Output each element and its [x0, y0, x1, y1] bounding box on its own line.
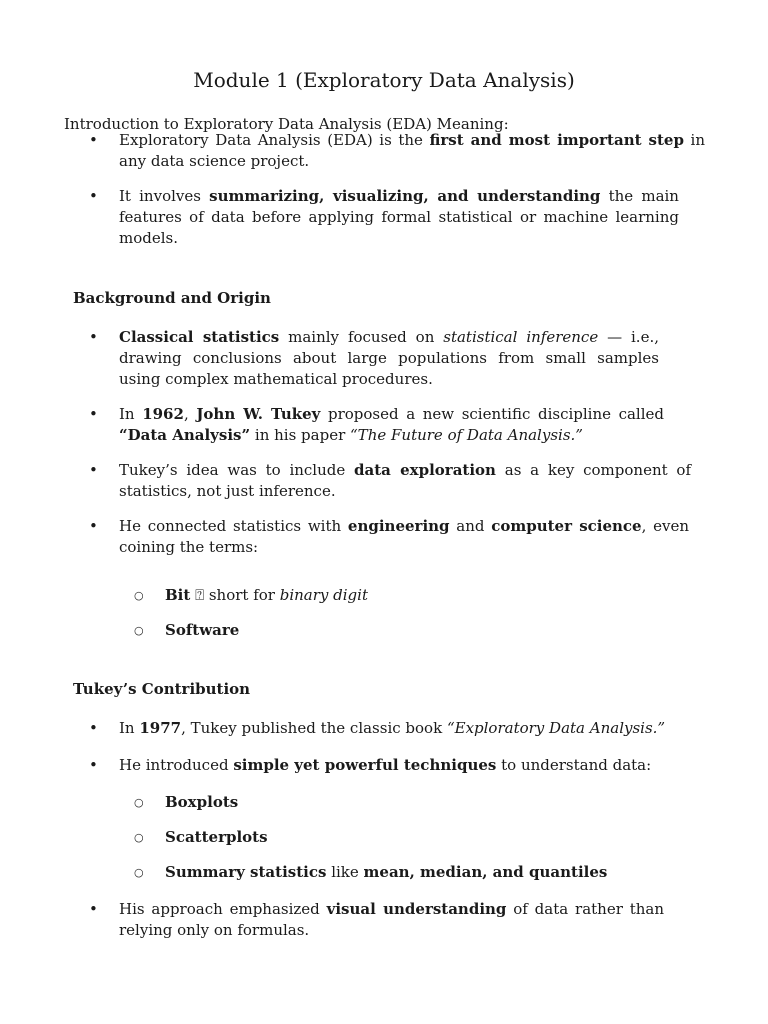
background-list — [0, 327, 768, 572]
bullet-glyph: • — [89, 405, 98, 423]
list-item-text: He introduced simple yet powerful techniques to understand data: — [119, 756, 652, 774]
sub-list-item — [0, 585, 768, 606]
list-item — [0, 755, 768, 776]
sub-bullet-glyph: ○ — [134, 796, 144, 809]
list-item-text: Classical statistics mainly focused on statistical inference — i.e., drawing conclusions about large populations from small samples using complex mathematical procedures. — [119, 328, 659, 388]
list-item — [0, 327, 768, 390]
bullet-glyph: • — [89, 131, 98, 149]
bullet-glyph: • — [89, 187, 98, 205]
intro-line: Introduction to Exploratory Data Analysis (EDA) Meaning: — [64, 115, 509, 133]
sub-list-item-text: Software — [165, 621, 240, 639]
list-item — [0, 718, 768, 739]
bullet-glyph: • — [89, 328, 98, 346]
list-item — [0, 899, 768, 941]
techniques-sublist — [0, 792, 768, 883]
sub-list-item-text: Bit ⍰ short for binary digit — [165, 586, 368, 604]
list-item — [0, 460, 768, 502]
page-title: Module 1 (Exploratory Data Analysis) — [193, 68, 575, 92]
sub-list-item-text: Boxplots — [165, 793, 239, 811]
terms-sublist — [0, 585, 768, 641]
sub-list-item — [0, 862, 768, 883]
list-item — [0, 516, 768, 558]
list-item — [0, 130, 768, 172]
section-heading-contribution: Tukey’s Contribution — [73, 680, 251, 698]
list-item-text: He connected statistics with engineering and computer science, even coining the terms: — [119, 517, 689, 556]
sub-bullet-glyph: ○ — [134, 624, 144, 637]
sub-bullet-glyph: ○ — [134, 831, 144, 844]
bullet-glyph: • — [89, 719, 98, 737]
section-heading-background: Background and Origin — [73, 289, 271, 307]
bullet-glyph: • — [89, 517, 98, 535]
list-item-text: In 1977, Tukey published the classic book “Exploratory Data Analysis.” — [119, 719, 666, 737]
intro-list — [0, 130, 768, 249]
approach-list — [0, 899, 768, 941]
sub-list-item-text: Scatterplots — [165, 828, 268, 846]
list-item-text: Exploratory Data Analysis (EDA) is the first and most important step in any data science project. — [119, 131, 705, 170]
sub-list-item — [0, 827, 768, 848]
list-item-text: Tukey’s idea was to include data exploration as a key component of statistics, not just inference. — [119, 461, 691, 500]
sub-bullet-glyph: ○ — [134, 589, 144, 602]
sub-bullet-glyph: ○ — [134, 866, 144, 879]
bullet-glyph: • — [89, 461, 98, 479]
list-item — [0, 186, 768, 249]
list-item — [0, 404, 768, 446]
list-item-text: In 1962, John W. Tukey proposed a new scientific discipline called “Data Analysis” in his paper “The Future of Data Analysis.” — [119, 405, 665, 444]
sub-list-item — [0, 620, 768, 641]
contribution-list — [0, 718, 768, 776]
bullet-glyph: • — [89, 900, 98, 918]
bullet-glyph: • — [89, 756, 98, 774]
sub-list-item-text: Summary statistics like mean, median, and quantiles — [165, 863, 608, 881]
list-item-text: His approach emphasized visual understanding of data rather than relying only on formulas. — [119, 900, 664, 939]
sub-list-item — [0, 792, 768, 813]
list-item-text: It involves summarizing, visualizing, and understanding the main features of data before applying formal statistical or machine learning models. — [119, 187, 679, 247]
